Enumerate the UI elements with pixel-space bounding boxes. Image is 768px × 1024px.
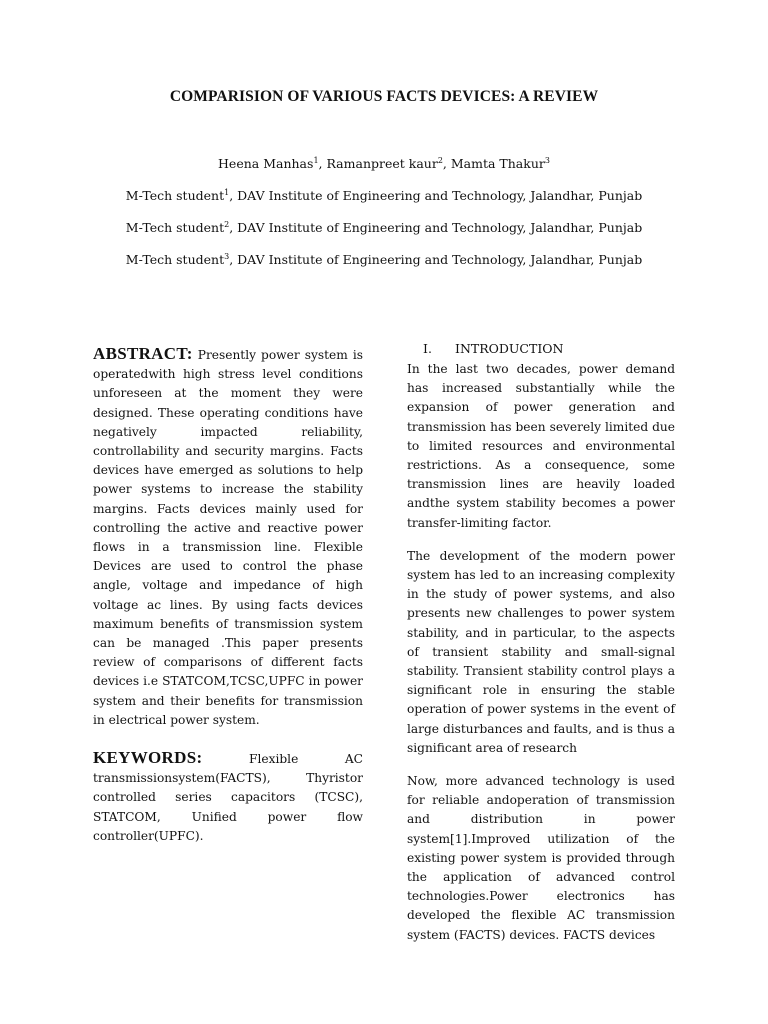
author-superscript: 2 <box>437 155 443 165</box>
abstract-heading: ABSTRACT: <box>93 344 193 363</box>
author-separator: , <box>442 156 451 171</box>
affiliation-superscript: 1 <box>224 187 230 197</box>
author-list <box>0 156 768 171</box>
author-superscript: 3 <box>544 155 550 165</box>
affiliation-superscript: 2 <box>224 219 230 229</box>
section-heading <box>407 340 675 358</box>
author-name: Ramanpreet kaur <box>326 156 438 171</box>
affiliation-line <box>0 252 768 267</box>
affiliation-line <box>0 220 768 235</box>
author-superscript: 1 <box>313 155 319 165</box>
intro-paragraph: In the last two decades, power demand has increased substantially while the expansion of power generation and transmission has been severely limited due to limited resources and environmental restrictions. As a consequence, some transmission lines are heavily loaded andthe system stability becomes a power transfer-limiting factor. <box>407 362 675 530</box>
right-column <box>407 340 675 959</box>
affiliation-superscript: 3 <box>224 251 230 261</box>
affiliation-prefix: M-Tech student <box>125 188 225 203</box>
affiliation-text: , DAV Institute of Engineering and Technology, Jalandhar, Punjab <box>229 188 643 203</box>
affiliation-prefix: M-Tech student <box>125 220 225 235</box>
affiliation-text: , DAV Institute of Engineering and Technology, Jalandhar, Punjab <box>229 220 643 235</box>
section-title: INTRODUCTION <box>455 341 564 356</box>
affiliation-line <box>0 188 768 203</box>
intro-paragraph: The development of the modern power system has led to an increasing complexity in the study of power systems, and also presents new challenges to power system stability, and in particular, to the aspects of transient stability and small-signal stability. Transient stability control plays a significant role in ensuring the stable operation of power systems in the event of large disturbances and faults, and is thus a significant area of research <box>407 548 675 755</box>
keywords-text: Flexible AC transmissionsystem(FACTS), Thyristor controlled series capacitors (TCSC), STATCOM, Unified power flow controller(UPFC). <box>93 752 363 843</box>
section-number: I. <box>423 341 432 356</box>
abstract-text: Presently power system is operatedwith high stress level conditions unforeseen at the moment they were designed. These operating conditions have negatively impacted reliability, controllability and security margins. Facts devices have emerged as solutions to help power systems to increase the stability margins. Facts devices mainly used for controlling the active and reactive power flows in a transmission line. Flexible Devices are used to control the phase angle, voltage and impedance of high voltage ac lines. By using facts devices maximum benefits of transmission system can be managed .This paper presents review of comparisons of different facts devices i.e STATCOM,TCSC,UPFC in power system and their benefits for transmission in electrical power system. <box>93 348 363 727</box>
affiliation-text: , DAV Institute of Engineering and Technology, Jalandhar, Punjab <box>229 252 643 267</box>
paper-title: COMPARISION OF VARIOUS FACTS DEVICES: A REVIEW <box>169 88 599 105</box>
author-separator: , <box>318 156 327 171</box>
author-name: Heena Manhas <box>218 156 314 171</box>
keywords-heading: KEYWORDS: <box>93 748 203 768</box>
affiliation-prefix: M-Tech student <box>125 252 225 267</box>
left-column <box>93 344 363 860</box>
abstract-section <box>93 344 363 730</box>
keywords-section <box>93 748 363 846</box>
author-name: Mamta Thakur <box>450 156 545 171</box>
intro-paragraph: Now, more advanced technology is used for reliable andoperation of transmission and distribution in power system[1].Improved utilization of the existing power system is provided through the application of advanced control technologies.Power electronics has developed the flexible AC transmission system (FACTS) devices. FACTS devices <box>407 774 675 942</box>
